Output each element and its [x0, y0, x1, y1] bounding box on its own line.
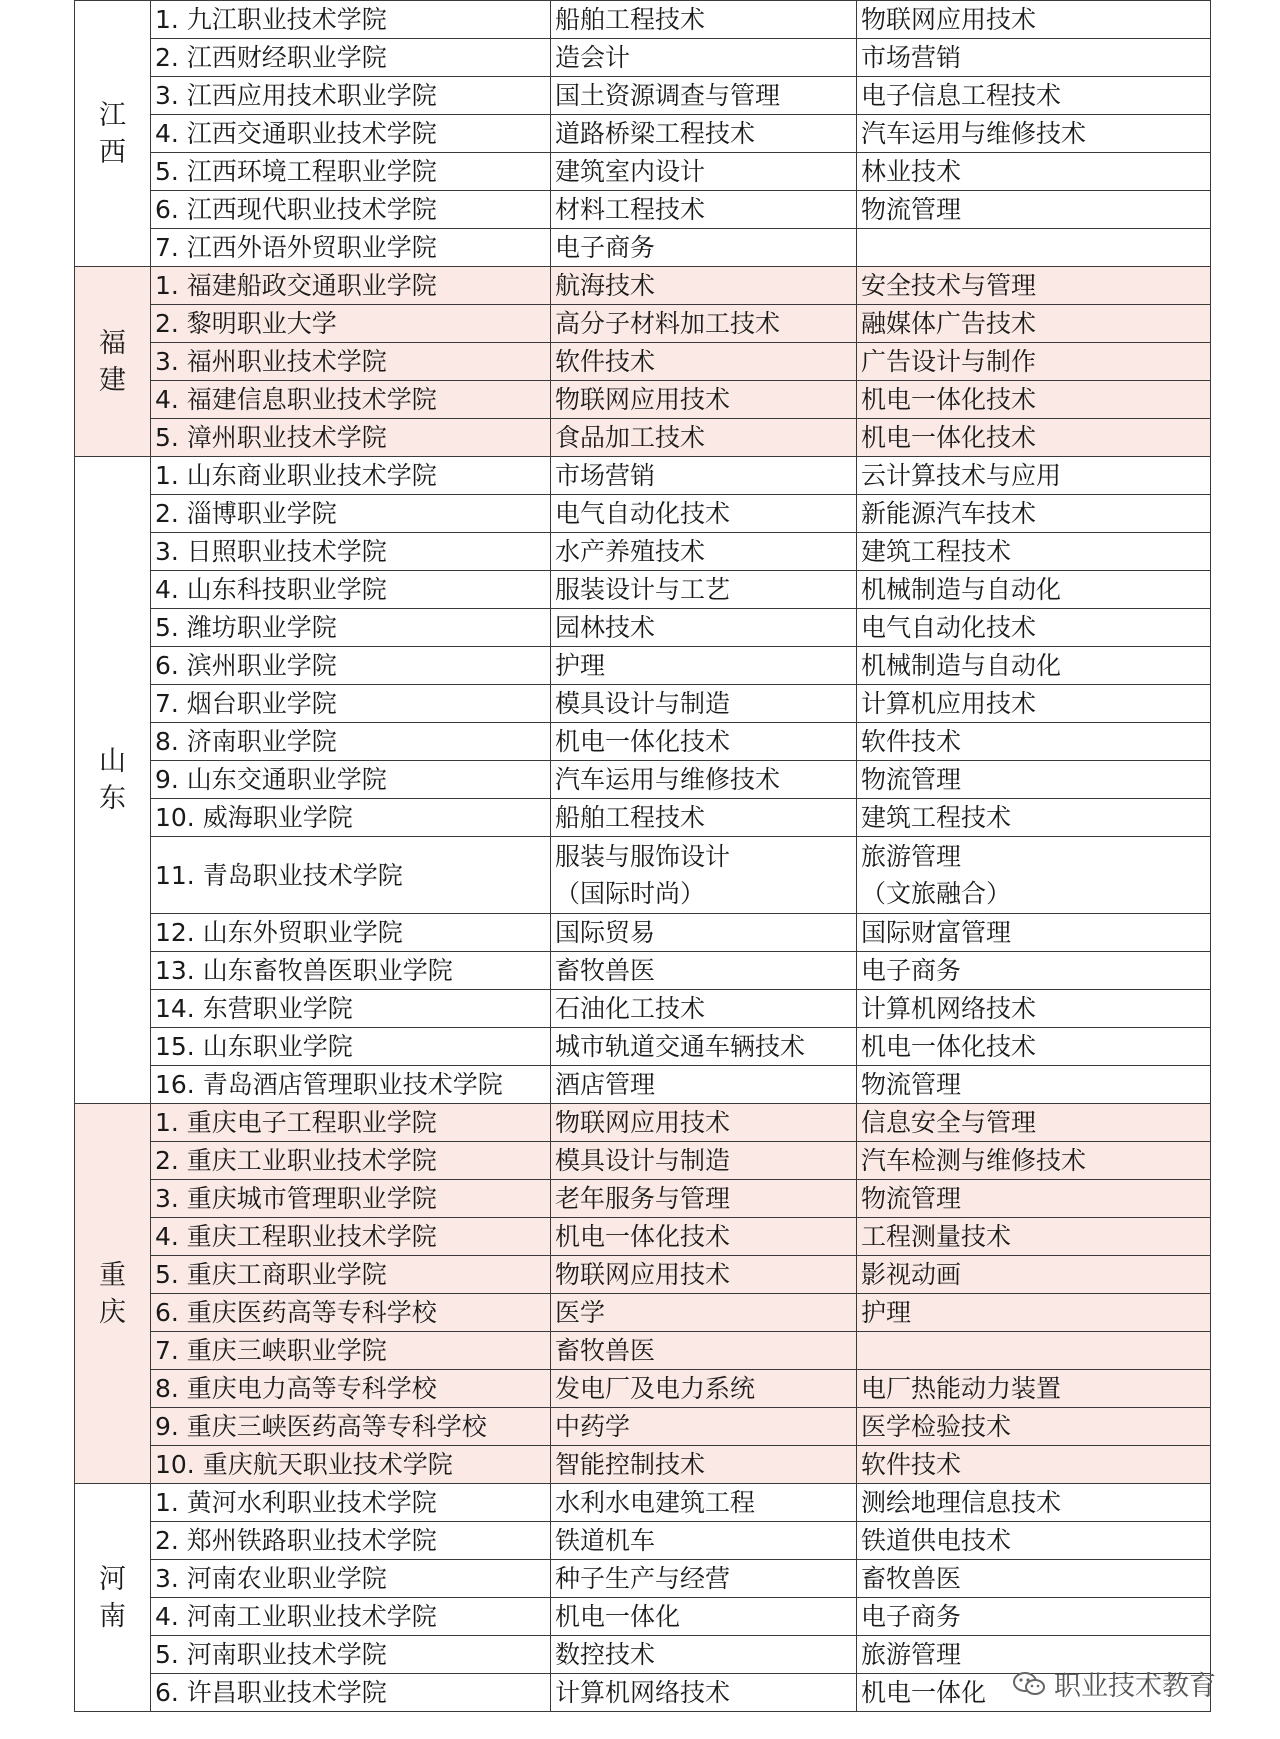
major-2-cell: 电子商务 — [857, 1598, 1211, 1636]
table-row — [75, 1370, 1211, 1408]
major-2-cell: 国际财富管理 — [857, 914, 1211, 952]
province-cell — [75, 1, 151, 267]
table-row — [75, 1, 1211, 39]
college-cell: 12. 山东外贸职业学院 — [151, 914, 551, 952]
college-cell: 5. 潍坊职业学院 — [151, 609, 551, 647]
major-1-cell: 电子商务 — [551, 229, 857, 267]
college-cell: 1. 重庆电子工程职业学院 — [151, 1104, 551, 1142]
major-2-cell: 物流管理 — [857, 1066, 1211, 1104]
college-cell: 7. 重庆三峡职业学院 — [151, 1332, 551, 1370]
college-cell: 1. 九江职业技术学院 — [151, 1, 551, 39]
major-2-cell: 建筑工程技术 — [857, 533, 1211, 571]
major-1-cell: 建筑室内设计 — [551, 153, 857, 191]
major-1-cell: 园林技术 — [551, 609, 857, 647]
table-row — [75, 191, 1211, 229]
major-1-cell: 机电一体化技术 — [551, 1218, 857, 1256]
college-cell: 3. 河南农业职业学院 — [151, 1560, 551, 1598]
major-1-cell: 铁道机车 — [551, 1522, 857, 1560]
college-cell: 4. 重庆工程职业技术学院 — [151, 1218, 551, 1256]
table-row — [75, 419, 1211, 457]
table-row — [75, 761, 1211, 799]
table-row — [75, 1066, 1211, 1104]
college-cell: 4. 河南工业职业技术学院 — [151, 1598, 551, 1636]
table-row — [75, 1104, 1211, 1142]
college-cell: 5. 重庆工商职业学院 — [151, 1256, 551, 1294]
major-1-cell: 服装与服饰设计 （国际时尚） — [551, 837, 857, 914]
table-row — [75, 609, 1211, 647]
major-2-cell: 计算机应用技术 — [857, 685, 1211, 723]
table-row — [75, 914, 1211, 952]
major-1-cell: 畜牧兽医 — [551, 952, 857, 990]
table-row — [75, 1408, 1211, 1446]
table-row — [75, 39, 1211, 77]
major-1-cell: 老年服务与管理 — [551, 1180, 857, 1218]
college-cell: 10. 重庆航天职业技术学院 — [151, 1446, 551, 1484]
major-1-cell: 种子生产与经营 — [551, 1560, 857, 1598]
college-cell: 9. 山东交通职业学院 — [151, 761, 551, 799]
major-1-cell: 计算机网络技术 — [551, 1674, 857, 1712]
major-2-cell: 汽车运用与维修技术 — [857, 115, 1211, 153]
major-2-cell: 机电一体化技术 — [857, 1028, 1211, 1066]
major-1-cell: 护理 — [551, 647, 857, 685]
major-2-cell: 机械制造与自动化 — [857, 571, 1211, 609]
table-row — [75, 343, 1211, 381]
major-1-cell: 机电一体化技术 — [551, 723, 857, 761]
major-2-cell: 铁道供电技术 — [857, 1522, 1211, 1560]
table-row — [75, 153, 1211, 191]
major-2-cell: 林业技术 — [857, 153, 1211, 191]
college-cell: 3. 日照职业技术学院 — [151, 533, 551, 571]
major-2-cell: 影视动画 — [857, 1256, 1211, 1294]
major-1-cell: 船舶工程技术 — [551, 799, 857, 837]
table-row — [75, 77, 1211, 115]
major-2-cell: 电气自动化技术 — [857, 609, 1211, 647]
major-2-cell: 广告设计与制作 — [857, 343, 1211, 381]
major-1-cell: 物联网应用技术 — [551, 1104, 857, 1142]
college-cell: 9. 重庆三峡医药高等专科学校 — [151, 1408, 551, 1446]
table-row — [75, 115, 1211, 153]
major-2-cell: 市场营销 — [857, 39, 1211, 77]
major-2-cell: 物流管理 — [857, 1180, 1211, 1218]
major-2-cell — [857, 1332, 1211, 1370]
major-2-cell: 安全技术与管理 — [857, 267, 1211, 305]
watermark-text: 职业技术教育 — [1054, 1671, 1216, 1702]
college-cell: 2. 江西财经职业学院 — [151, 39, 551, 77]
major-2-cell: 电子信息工程技术 — [857, 77, 1211, 115]
major-1-cell: 船舶工程技术 — [551, 1, 857, 39]
major-1-cell: 物联网应用技术 — [551, 381, 857, 419]
major-1-cell: 模具设计与制造 — [551, 685, 857, 723]
table-row — [75, 1028, 1211, 1066]
major-2-cell: 电厂热能动力装置 — [857, 1370, 1211, 1408]
table-row — [75, 381, 1211, 419]
major-2-cell: 融媒体广告技术 — [857, 305, 1211, 343]
table-row — [75, 723, 1211, 761]
major-1-cell: 模具设计与制造 — [551, 1142, 857, 1180]
table-row — [75, 1522, 1211, 1560]
table-row — [75, 457, 1211, 495]
table-row — [75, 267, 1211, 305]
college-cell: 13. 山东畜牧兽医职业学院 — [151, 952, 551, 990]
major-2-cell: 软件技术 — [857, 723, 1211, 761]
college-cell: 5. 江西环境工程职业学院 — [151, 153, 551, 191]
college-cell: 2. 淄博职业学院 — [151, 495, 551, 533]
major-1-cell: 中药学 — [551, 1408, 857, 1446]
college-cell: 6. 许昌职业技术学院 — [151, 1674, 551, 1712]
major-2-cell: 物流管理 — [857, 191, 1211, 229]
province-name: 福建 — [99, 327, 126, 396]
major-2-cell: 机电一体化技术 — [857, 419, 1211, 457]
major-1-cell: 发电厂及电力系统 — [551, 1370, 857, 1408]
major-1-cell: 酒店管理 — [551, 1066, 857, 1104]
major-1-cell: 电气自动化技术 — [551, 495, 857, 533]
table-body — [75, 1, 1211, 1712]
major-2-cell: 护理 — [857, 1294, 1211, 1332]
table-row — [75, 495, 1211, 533]
table-row — [75, 1180, 1211, 1218]
table-row — [75, 1256, 1211, 1294]
major-2-cell: 机械制造与自动化 — [857, 647, 1211, 685]
table-row — [75, 990, 1211, 1028]
college-cell: 4. 山东科技职业学院 — [151, 571, 551, 609]
college-cell: 6. 滨州职业学院 — [151, 647, 551, 685]
province-name: 山东 — [99, 746, 126, 814]
major-2-cell: 畜牧兽医 — [857, 1560, 1211, 1598]
college-cell: 1. 福建船政交通职业学院 — [151, 267, 551, 305]
college-cell: 3. 重庆城市管理职业学院 — [151, 1180, 551, 1218]
major-1-cell: 造会计 — [551, 39, 857, 77]
college-cell: 14. 东营职业学院 — [151, 990, 551, 1028]
table-row — [75, 571, 1211, 609]
college-cell: 7. 江西外语外贸职业学院 — [151, 229, 551, 267]
major-1-cell: 畜牧兽医 — [551, 1332, 857, 1370]
table-row — [75, 1218, 1211, 1256]
major-2-cell: 旅游管理 — [857, 1636, 1211, 1674]
major-1-cell: 市场营销 — [551, 457, 857, 495]
major-2-cell: 旅游管理 （文旅融合） — [857, 837, 1211, 914]
major-1-cell: 水产养殖技术 — [551, 533, 857, 571]
table-row — [75, 685, 1211, 723]
province-name: 江西 — [99, 99, 126, 168]
college-cell: 3. 福州职业技术学院 — [151, 343, 551, 381]
college-cell: 5. 漳州职业技术学院 — [151, 419, 551, 457]
college-cell: 5. 河南职业技术学院 — [151, 1636, 551, 1674]
major-1-cell: 汽车运用与维修技术 — [551, 761, 857, 799]
major-2-cell: 机电一体化技术 — [857, 381, 1211, 419]
college-cell: 1. 山东商业职业技术学院 — [151, 457, 551, 495]
table-row — [75, 952, 1211, 990]
college-cell: 2. 重庆工业职业技术学院 — [151, 1142, 551, 1180]
table-row — [75, 837, 1211, 914]
major-2-cell: 电子商务 — [857, 952, 1211, 990]
major-1-cell: 物联网应用技术 — [551, 1256, 857, 1294]
province-cell — [75, 1104, 151, 1484]
major-2-cell — [857, 229, 1211, 267]
major-1-cell: 软件技术 — [551, 343, 857, 381]
college-cell: 4. 福建信息职业技术学院 — [151, 381, 551, 419]
table-row — [75, 1598, 1211, 1636]
college-cell: 3. 江西应用技术职业学院 — [151, 77, 551, 115]
major-2-cell: 计算机网络技术 — [857, 990, 1211, 1028]
table-row — [75, 1560, 1211, 1598]
college-cell: 6. 江西现代职业技术学院 — [151, 191, 551, 229]
province-cell — [75, 267, 151, 457]
major-2-cell: 机电一体化 — [857, 1674, 1211, 1712]
table-row — [75, 1142, 1211, 1180]
college-cell: 2. 黎明职业大学 — [151, 305, 551, 343]
major-1-cell: 国际贸易 — [551, 914, 857, 952]
college-cell: 10. 威海职业学院 — [151, 799, 551, 837]
major-1-cell: 医学 — [551, 1294, 857, 1332]
major-1-cell: 服装设计与工艺 — [551, 571, 857, 609]
table-row — [75, 1636, 1211, 1674]
major-1-cell: 智能控制技术 — [551, 1446, 857, 1484]
table-row — [75, 305, 1211, 343]
college-cell: 7. 烟台职业学院 — [151, 685, 551, 723]
major-1-cell: 石油化工技术 — [551, 990, 857, 1028]
table-row — [75, 229, 1211, 267]
college-cell: 6. 重庆医药高等专科学校 — [151, 1294, 551, 1332]
province-cell — [75, 457, 151, 1104]
major-2-cell: 医学检验技术 — [857, 1408, 1211, 1446]
major-2-cell: 物联网应用技术 — [857, 1, 1211, 39]
table-row — [75, 1446, 1211, 1484]
major-1-cell: 国土资源调查与管理 — [551, 77, 857, 115]
major-2-cell: 汽车检测与维修技术 — [857, 1142, 1211, 1180]
college-cell: 11. 青岛职业技术学院 — [151, 837, 551, 914]
major-2-cell: 建筑工程技术 — [857, 799, 1211, 837]
major-1-cell: 食品加工技术 — [551, 419, 857, 457]
major-2-cell: 软件技术 — [857, 1446, 1211, 1484]
major-2-cell: 测绘地理信息技术 — [857, 1484, 1211, 1522]
college-cell: 15. 山东职业学院 — [151, 1028, 551, 1066]
table-row — [75, 1332, 1211, 1370]
table-row — [75, 1674, 1211, 1712]
major-1-cell: 材料工程技术 — [551, 191, 857, 229]
college-cell: 1. 黄河水利职业技术学院 — [151, 1484, 551, 1522]
major-2-cell: 工程测量技术 — [857, 1218, 1211, 1256]
major-1-cell: 水利水电建筑工程 — [551, 1484, 857, 1522]
college-cell: 4. 江西交通职业技术学院 — [151, 115, 551, 153]
major-2-cell: 新能源汽车技术 — [857, 495, 1211, 533]
college-cell: 2. 郑州铁路职业技术学院 — [151, 1522, 551, 1560]
major-2-cell: 云计算技术与应用 — [857, 457, 1211, 495]
table-row — [75, 799, 1211, 837]
major-1-cell: 数控技术 — [551, 1636, 857, 1674]
table-row — [75, 647, 1211, 685]
table-row — [75, 1294, 1211, 1332]
province-cell — [75, 1484, 151, 1712]
major-2-cell: 信息安全与管理 — [857, 1104, 1211, 1142]
college-cell: 8. 济南职业学院 — [151, 723, 551, 761]
college-cell: 8. 重庆电力高等专科学校 — [151, 1370, 551, 1408]
major-1-cell: 城市轨道交通车辆技术 — [551, 1028, 857, 1066]
major-1-cell: 高分子材料加工技术 — [551, 305, 857, 343]
major-2-cell: 物流管理 — [857, 761, 1211, 799]
major-1-cell: 机电一体化 — [551, 1598, 857, 1636]
major-1-cell: 道路桥梁工程技术 — [551, 115, 857, 153]
major-1-cell: 航海技术 — [551, 267, 857, 305]
table-row — [75, 533, 1211, 571]
province-name: 重庆 — [99, 1259, 126, 1328]
college-major-table — [74, 0, 1211, 1712]
province-name: 河南 — [99, 1563, 126, 1632]
table-row — [75, 1484, 1211, 1522]
college-cell: 16. 青岛酒店管理职业技术学院 — [151, 1066, 551, 1104]
